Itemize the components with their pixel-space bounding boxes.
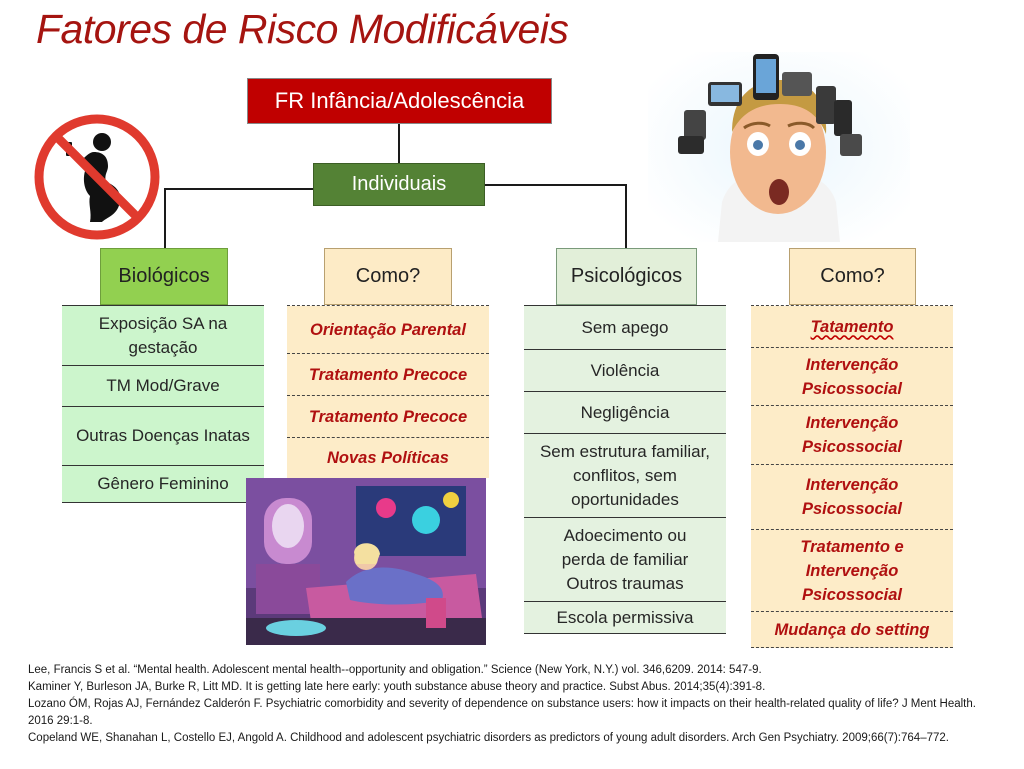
reference-item: Lozano ÓM, Rojas AJ, Fernández Calderón F. Psychiatric comorbidity and severity of dependence on substance users: how it impacts on their health-related quality of life? J Ment Health. 2016 29:1-8.: [28, 698, 976, 727]
biologicos-list: [62, 305, 264, 503]
list-item: Intervenção Psicossocial: [751, 465, 953, 530]
list-item: Intervenção Psicossocial: [751, 406, 953, 465]
connector-top-vertical: [398, 124, 400, 163]
individuais-box: Individuais: [313, 163, 485, 206]
list-item: Sem apego: [524, 306, 726, 350]
reference-item: Lee, Francis S et al. “Mental health. Adolescent mental health--opportunity and obligation.” Science (New York, N.Y.) vol. 346,6209. 2014: 547-9.: [28, 664, 762, 676]
como-right-list: [751, 305, 953, 648]
connector-right-horizontal: [485, 184, 627, 186]
list-item: Mudança do setting: [751, 612, 953, 648]
list-item: Novas Políticas: [287, 438, 489, 478]
list-item: Outras Doenças Inatas: [62, 407, 264, 466]
list-item: Intervenção Psicossocial: [751, 348, 953, 406]
connector-left-vertical: [164, 188, 166, 248]
como-left-list: [287, 305, 489, 478]
list-item: Violência: [524, 350, 726, 392]
list-item: Tratamento e Intervenção Psicossocial: [751, 530, 953, 612]
no-alcohol-pregnancy-icon: [32, 112, 162, 242]
list-item: Sem estrutura familiar, conflitos, sem oportunidades: [524, 434, 726, 518]
list-item: Tatamento: [751, 306, 953, 348]
page-title: Fatores de Risco Modificáveis: [36, 6, 569, 52]
psicologicos-header: Psicológicos: [556, 248, 697, 305]
list-item: Exposição SA na gestação: [62, 306, 264, 366]
list-item: Orientação Parental: [287, 306, 489, 354]
como-left-header: Como?: [324, 248, 452, 305]
infancia-adolescencia-box: FR Infância/Adolescência: [247, 78, 552, 124]
connector-left-horizontal: [164, 188, 314, 190]
biologicos-header: Biológicos: [100, 248, 228, 305]
reference-item: Copeland WE, Shanahan L, Costello EJ, Angold A. Childhood and adolescent psychiatric disorders as predictors of young adult disorders. Arch Gen Psychiatry. 2009;66(7):764–772.: [28, 732, 949, 744]
list-item: Tratamento Precoce: [287, 396, 489, 438]
list-item: Escola permissiva: [524, 602, 726, 634]
psicologicos-list: [524, 305, 726, 634]
references: [28, 662, 1003, 747]
connector-right-vertical: [625, 184, 627, 248]
surprised-man-devices-image: [648, 52, 910, 242]
list-item: Adoecimento ou perda de familiar Outros traumas: [524, 518, 726, 602]
list-item: TM Mod/Grave: [62, 366, 264, 407]
reference-item: Kaminer Y, Burleson JA, Burke R, Litt MD. It is getting late here early: youth substance abuse theory and practice. Subst Abus. 2014;35(4):391-8.: [28, 681, 766, 693]
list-item: Negligência: [524, 392, 726, 434]
list-item: Tratamento Precoce: [287, 354, 489, 396]
teen-room-illustration: [246, 478, 486, 645]
como-right-header: Como?: [789, 248, 916, 305]
list-item: Gênero Feminino: [62, 466, 264, 503]
